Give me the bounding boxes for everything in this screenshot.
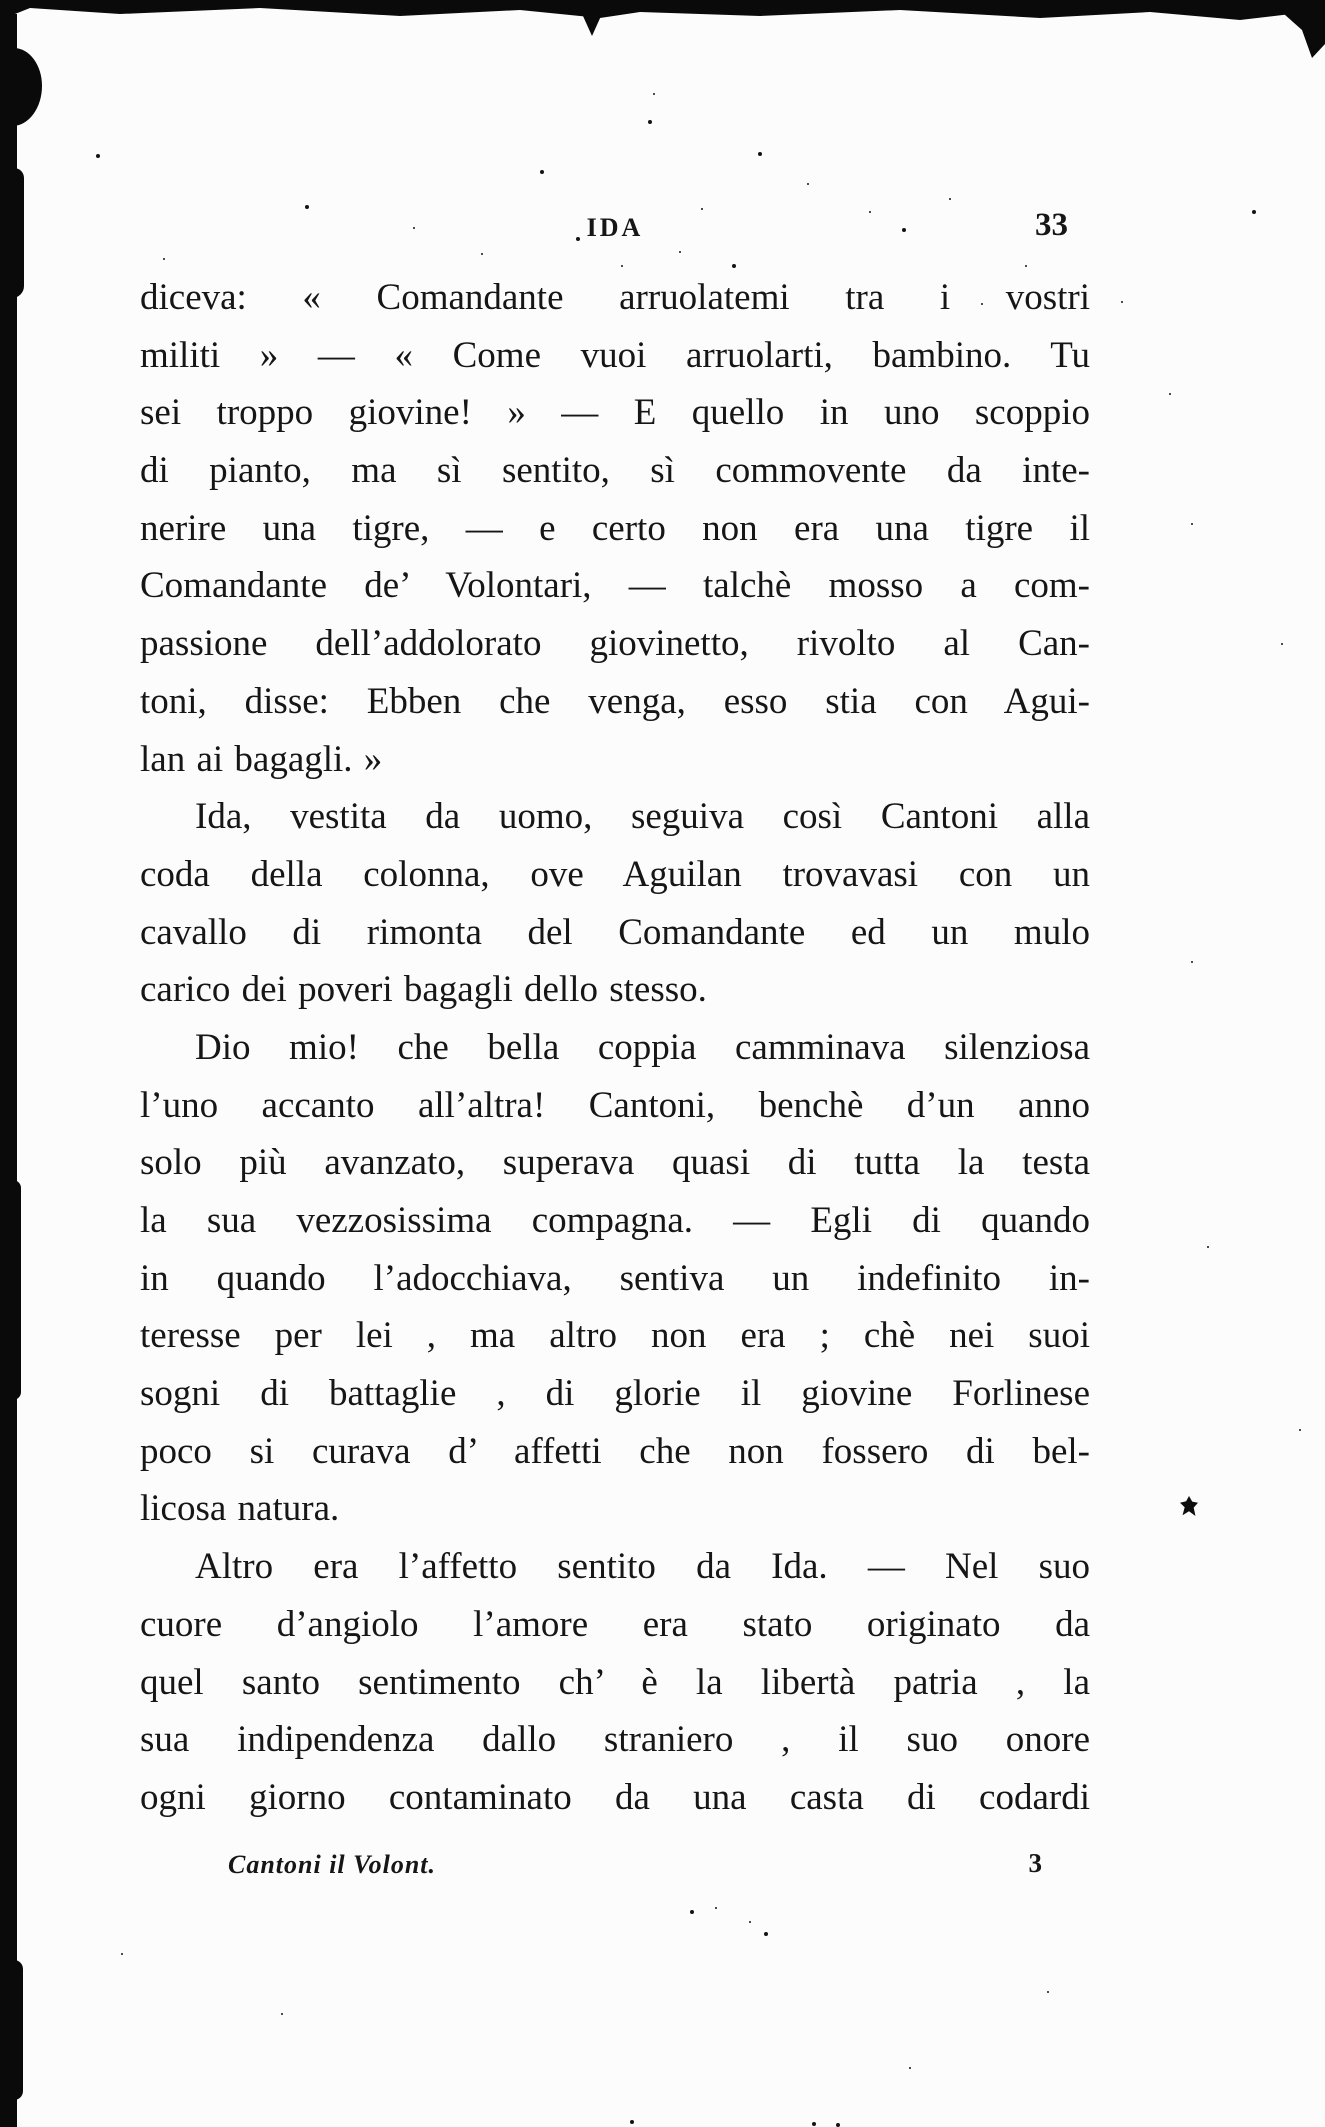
text-line: l’uno accanto all’altra! Cantoni, benchè d’un anno	[140, 1084, 1090, 1126]
page-footer	[140, 1848, 1090, 1888]
text-line: Altro era l’affetto sentito da Ida. — Nel suo	[195, 1546, 1090, 1588]
ink-blot	[1180, 1496, 1198, 1516]
text-line: passione dell’addolorato giovinetto, rivolto al Can-	[140, 623, 1090, 665]
scan-left-edge	[0, 14, 17, 2127]
text-line: carico dei poveri bagagli dello stesso.	[140, 969, 707, 1011]
text-line: in quando l’adocchiava, sentiva un indefinito in-	[140, 1257, 1090, 1299]
text-line: coda della colonna, ove Aguilan trovavasi con un	[140, 853, 1090, 895]
text-line: quel santo sentimento ch’ è la libertà patria , la	[140, 1661, 1090, 1703]
scan-left-patch	[0, 1180, 21, 1400]
text-line: toni, disse: Ebben che venga, esso stia con Agui-	[140, 680, 1090, 722]
running-title: IDA	[586, 213, 644, 242]
scan-top-edge	[0, 0, 1325, 70]
text-line: teresse per lei , ma altro non era ; chè nei suoi	[140, 1315, 1090, 1357]
text-line: Ida, vestita da uomo, seguiva così Cantoni alla	[195, 796, 1090, 838]
footer-page-number: 3	[1028, 1848, 1042, 1878]
text-line: diceva: « Comandante arruolatemi tra i vostri	[140, 277, 1090, 318]
text-line: di pianto, ma sì sentito, sì commovente da inte-	[140, 450, 1090, 492]
text-line: nerire una tigre, — e certo non era una tigre il	[140, 507, 1090, 549]
text-line: ogni giorno contaminato da una casta di codardi	[140, 1776, 1090, 1818]
text-line: sua indipendenza dallo straniero , il suo onore	[140, 1719, 1090, 1761]
text-line: sogni di battaglie , di glorie il giovine Forlinese	[140, 1373, 1090, 1415]
text-line: cavallo di rimonta del Comandante ed un mulo	[140, 911, 1090, 953]
dust-specks	[0, 0, 4, 4]
text-line: licosa natura.	[140, 1488, 340, 1530]
text-line: cuore d’angiolo l’amore era stato originato da	[140, 1603, 1090, 1645]
footer-signature: Cantoni il Volont.	[228, 1850, 437, 1879]
text-line: solo più avanzato, superava quasi di tutta la testa	[140, 1142, 1090, 1184]
scan-left-patch	[0, 1960, 23, 2100]
text-line: la sua vezzosissima compagna. — Egli di quando	[140, 1200, 1090, 1241]
text-line: lan ai bagagli. »	[140, 738, 383, 780]
text-line: militi » — « Come vuoi arruolarti, bambino. Tu	[140, 334, 1090, 376]
page-header	[140, 207, 1090, 251]
body-text	[140, 269, 1090, 1827]
text-line: Dio mio! che bella coppia camminava silenziosa	[195, 1026, 1090, 1068]
page-number: 33	[1035, 207, 1068, 243]
text-line: Comandante de’ Volontari, — talchè mosso a com-	[140, 565, 1090, 607]
text-line: poco si curava d’ affetti che non fossero di bel-	[140, 1430, 1090, 1472]
text-line: sei troppo giovine! » — E quello in uno scoppio	[140, 392, 1090, 434]
scan-left-patch	[0, 168, 24, 298]
